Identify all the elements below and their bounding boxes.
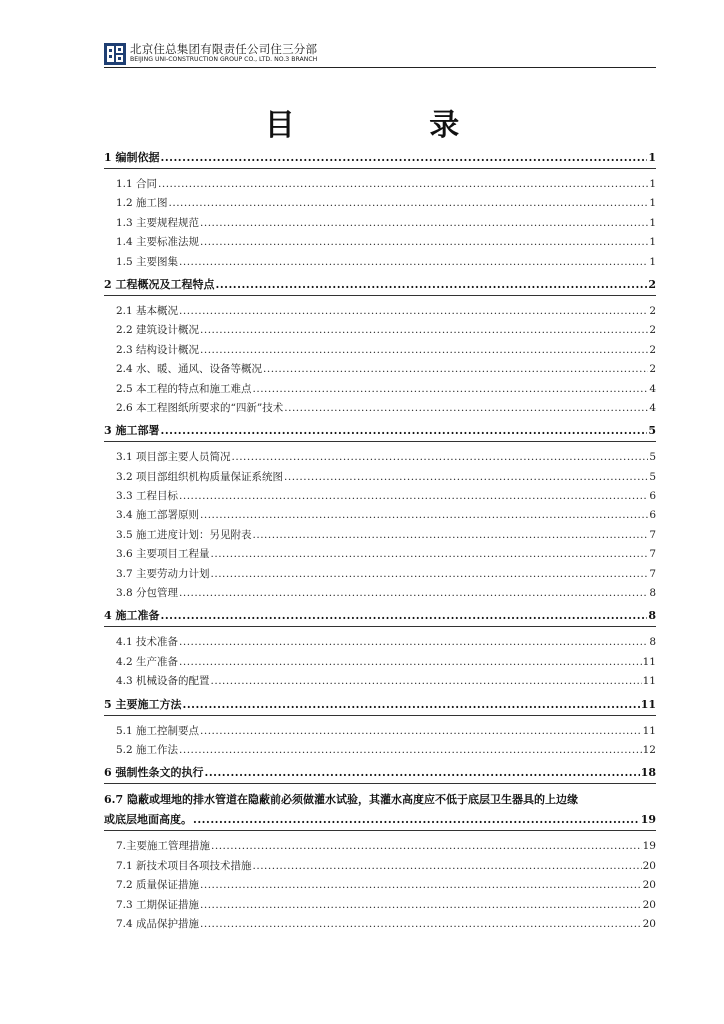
- toc-page-number: 1: [649, 236, 656, 249]
- dot-leader: [200, 722, 642, 741]
- toc-entry[interactable]: [104, 741, 656, 760]
- toc-entry[interactable]: [104, 360, 656, 379]
- toc-entry-label: 3.4 施工部署原则: [116, 509, 200, 522]
- toc-entry-label: 4.1 技术准备: [116, 636, 179, 649]
- toc-entry-label: 7.1 新技术项目各项技术措施: [116, 859, 252, 872]
- toc-section-4[interactable]: [104, 606, 656, 627]
- toc-section-label: 5 主要施工方法: [104, 697, 182, 711]
- dot-leader: [200, 214, 648, 233]
- toc-page-number: 12: [642, 743, 656, 756]
- toc-page-number: 7: [649, 548, 656, 561]
- toc-entry[interactable]: [104, 526, 656, 545]
- dot-leader: [204, 763, 639, 783]
- dot-leader: [160, 148, 647, 168]
- toc-page-number: 20: [642, 879, 656, 892]
- toc-entry-label: 4.3 机械设备的配置: [116, 675, 210, 688]
- toc-entry[interactable]: [104, 653, 656, 672]
- dot-leader: [179, 487, 648, 506]
- toc-page-number: 1: [649, 178, 656, 190]
- dot-leader: [179, 302, 648, 321]
- toc-entry[interactable]: [104, 876, 656, 895]
- toc-entry-label: 3.7 主要劳动力计划: [116, 567, 210, 580]
- toc-section-3[interactable]: [104, 421, 656, 442]
- dot-leader: [193, 810, 640, 830]
- toc-page-number: 11: [642, 724, 656, 737]
- toc-entry-label: 4.2 生产准备: [116, 655, 179, 668]
- building-logo-icon: [104, 43, 126, 65]
- page-header: [104, 40, 656, 68]
- dot-leader: [179, 253, 648, 272]
- toc-section-label-continued: 或底层地面高度。: [104, 813, 192, 827]
- toc-page-number: 1: [649, 255, 656, 268]
- toc-entry[interactable]: [104, 448, 656, 467]
- dot-leader: [158, 175, 648, 194]
- toc-section-5[interactable]: [104, 695, 656, 716]
- toc-page-number: 7: [649, 567, 656, 580]
- toc-entry-label: 7.2 质量保证措施: [116, 879, 200, 892]
- toc-entry-label: 5.2 施工作法: [116, 743, 179, 756]
- dot-leader: [200, 341, 648, 360]
- toc-page-number: 5: [649, 470, 656, 483]
- dot-leader: [179, 653, 642, 672]
- toc-entry-label: 3.5 施工进度计划：另见附表: [116, 528, 252, 541]
- toc-entry-label: 5.1 施工控制要点: [116, 724, 200, 737]
- toc-page-number: 5: [649, 451, 656, 464]
- toc-entry-label: 1.3 主要规程规范: [116, 216, 200, 229]
- toc-page-number: 18: [640, 766, 656, 780]
- dot-leader: [179, 633, 648, 652]
- dot-leader: [232, 448, 649, 467]
- dot-leader: [179, 741, 642, 760]
- toc-entry-label: 2.3 结构设计概况: [116, 343, 200, 356]
- toc-entry[interactable]: [104, 545, 656, 564]
- toc-section-label: 3 施工部署: [104, 424, 160, 438]
- toc-page-number: 6: [649, 509, 656, 522]
- toc-entry-label: 3.3 工程目标: [116, 490, 179, 503]
- toc-page-number: 6: [649, 490, 656, 503]
- toc-entry-label: 3.8 分包管理: [116, 587, 179, 600]
- toc-page-number: 8: [648, 609, 656, 623]
- toc-entry[interactable]: [104, 380, 656, 399]
- dot-leader: [200, 233, 648, 252]
- dot-leader: [182, 695, 639, 715]
- dot-leader: [253, 380, 649, 399]
- dot-leader: [284, 399, 648, 418]
- dot-leader: [263, 360, 648, 379]
- company-name-cn: 北京住总集团有限责任公司住三分部: [130, 42, 318, 56]
- toc-entry[interactable]: [104, 896, 656, 915]
- dot-leader: [200, 915, 642, 934]
- dot-leader: [253, 526, 649, 545]
- toc-page-number: 4: [649, 401, 656, 414]
- toc-entry[interactable]: [104, 672, 656, 691]
- toc-entry-label: 7.4 成品保护措施: [116, 917, 200, 930]
- toc-entry-label: 1.5 主要图集: [116, 255, 179, 268]
- dot-leader: [200, 506, 648, 525]
- toc-entry[interactable]: [104, 633, 656, 652]
- toc-entry[interactable]: [104, 175, 656, 194]
- dot-leader: [211, 565, 649, 584]
- toc-page-number: 2: [648, 277, 656, 291]
- toc-page-number: 19: [640, 813, 656, 827]
- toc-entry[interactable]: [104, 915, 656, 934]
- toc-page-number: 4: [649, 382, 656, 395]
- dot-leader: [211, 545, 649, 564]
- toc-page-number: 19: [642, 840, 656, 853]
- toc-page-number: 1: [649, 216, 656, 229]
- toc-entry[interactable]: [104, 487, 656, 506]
- toc-page-number: 7: [649, 528, 656, 541]
- toc-entry[interactable]: [104, 722, 656, 741]
- toc-page-number: 20: [642, 898, 656, 911]
- toc-section-1[interactable]: [104, 148, 656, 169]
- toc-entry-label: 7.主要施工管理措施: [116, 840, 211, 853]
- toc-entry-label: 7.3 工期保证措施: [116, 898, 200, 911]
- toc-entry[interactable]: [104, 233, 656, 252]
- company-name-en: BEIJING UNI-CONSTRUCTION GROUP CO., LTD. NO.3 BRANCH: [130, 56, 318, 63]
- toc-page-number: 1: [648, 151, 656, 164]
- toc-entry[interactable]: [104, 565, 656, 584]
- dot-leader: [179, 584, 648, 603]
- toc-section-6-7[interactable]: [104, 790, 656, 831]
- page-title: 目 录: [264, 108, 522, 143]
- dot-leader: [200, 896, 642, 915]
- toc-entry[interactable]: [104, 837, 656, 856]
- toc-entry[interactable]: [104, 302, 656, 321]
- dot-leader: [284, 468, 648, 487]
- dot-leader: [160, 421, 647, 441]
- toc-entry-label: 3.2 项目部组织机构质量保证系统图: [116, 470, 284, 483]
- toc-entry[interactable]: [104, 857, 656, 876]
- toc-section-label: 6 强制性条文的执行: [104, 766, 204, 780]
- toc-entry-label: 2.6 本工程图纸所要求的“四新”技术: [116, 401, 284, 414]
- toc-entry[interactable]: [104, 506, 656, 525]
- toc-page-number: 8: [649, 636, 656, 649]
- toc-section-label: 6.7 隐蔽或埋地的排水管道在隐蔽前必须做灌水试验，其灌水高度应不低于底层卫生器具的上边缘: [104, 793, 578, 807]
- toc-entry[interactable]: [104, 214, 656, 233]
- table-of-contents: [104, 148, 656, 934]
- toc-entry-label: 2.4 水、暖、通风、设备等概况: [116, 363, 263, 376]
- toc-entry[interactable]: [104, 341, 656, 360]
- toc-entry-label: 1.1 合同: [116, 178, 158, 190]
- toc-section-label: 2 工程概况及工程特点: [104, 277, 215, 291]
- toc-entry-label: 3.6 主要项目工程量: [116, 548, 210, 561]
- toc-page-number: 2: [649, 343, 656, 356]
- toc-entry-label: 1.2 施工图: [116, 197, 168, 210]
- toc-entry-label: 3.1 项目部主要人员简况: [116, 451, 231, 464]
- toc-page-number: 11: [642, 655, 656, 668]
- toc-page-number: 2: [649, 363, 656, 376]
- toc-page-number: 20: [642, 917, 656, 930]
- toc-section-label: 4 施工准备: [104, 609, 160, 623]
- dot-leader: [215, 275, 647, 295]
- toc-page-number: 11: [640, 697, 656, 711]
- toc-entry[interactable]: [104, 399, 656, 418]
- header-divider: [104, 67, 656, 68]
- toc-page-number: 8: [649, 587, 656, 600]
- toc-entry-label: 2.2 建筑设计概况: [116, 324, 200, 337]
- dot-leader: [169, 194, 649, 213]
- dot-leader: [211, 672, 642, 691]
- toc-section-2[interactable]: [104, 275, 656, 296]
- toc-page-number: 5: [648, 424, 656, 438]
- toc-entry[interactable]: [104, 584, 656, 603]
- dot-leader: [253, 857, 642, 876]
- toc-section-6[interactable]: [104, 763, 656, 784]
- toc-entry-label: 2.1 基本概况: [116, 304, 179, 317]
- toc-page-number: 2: [649, 304, 656, 317]
- dot-leader: [200, 876, 642, 895]
- toc-page-number: 11: [642, 675, 656, 688]
- toc-entry[interactable]: [104, 253, 656, 272]
- toc-entry-label: 2.5 本工程的特点和施工难点: [116, 382, 252, 395]
- toc-page-number: 1: [649, 197, 656, 210]
- toc-page-number: 2: [649, 324, 656, 337]
- toc-entry[interactable]: [104, 468, 656, 487]
- dot-leader: [160, 606, 647, 626]
- toc-entry[interactable]: [104, 321, 656, 340]
- dot-leader: [200, 321, 648, 340]
- toc-page-number: 20: [642, 859, 656, 872]
- toc-section-label: 1 编制依据: [104, 151, 160, 164]
- toc-entry[interactable]: [104, 194, 656, 213]
- toc-entry-label: 1.4 主要标准法规: [116, 236, 200, 249]
- dot-leader: [211, 837, 642, 856]
